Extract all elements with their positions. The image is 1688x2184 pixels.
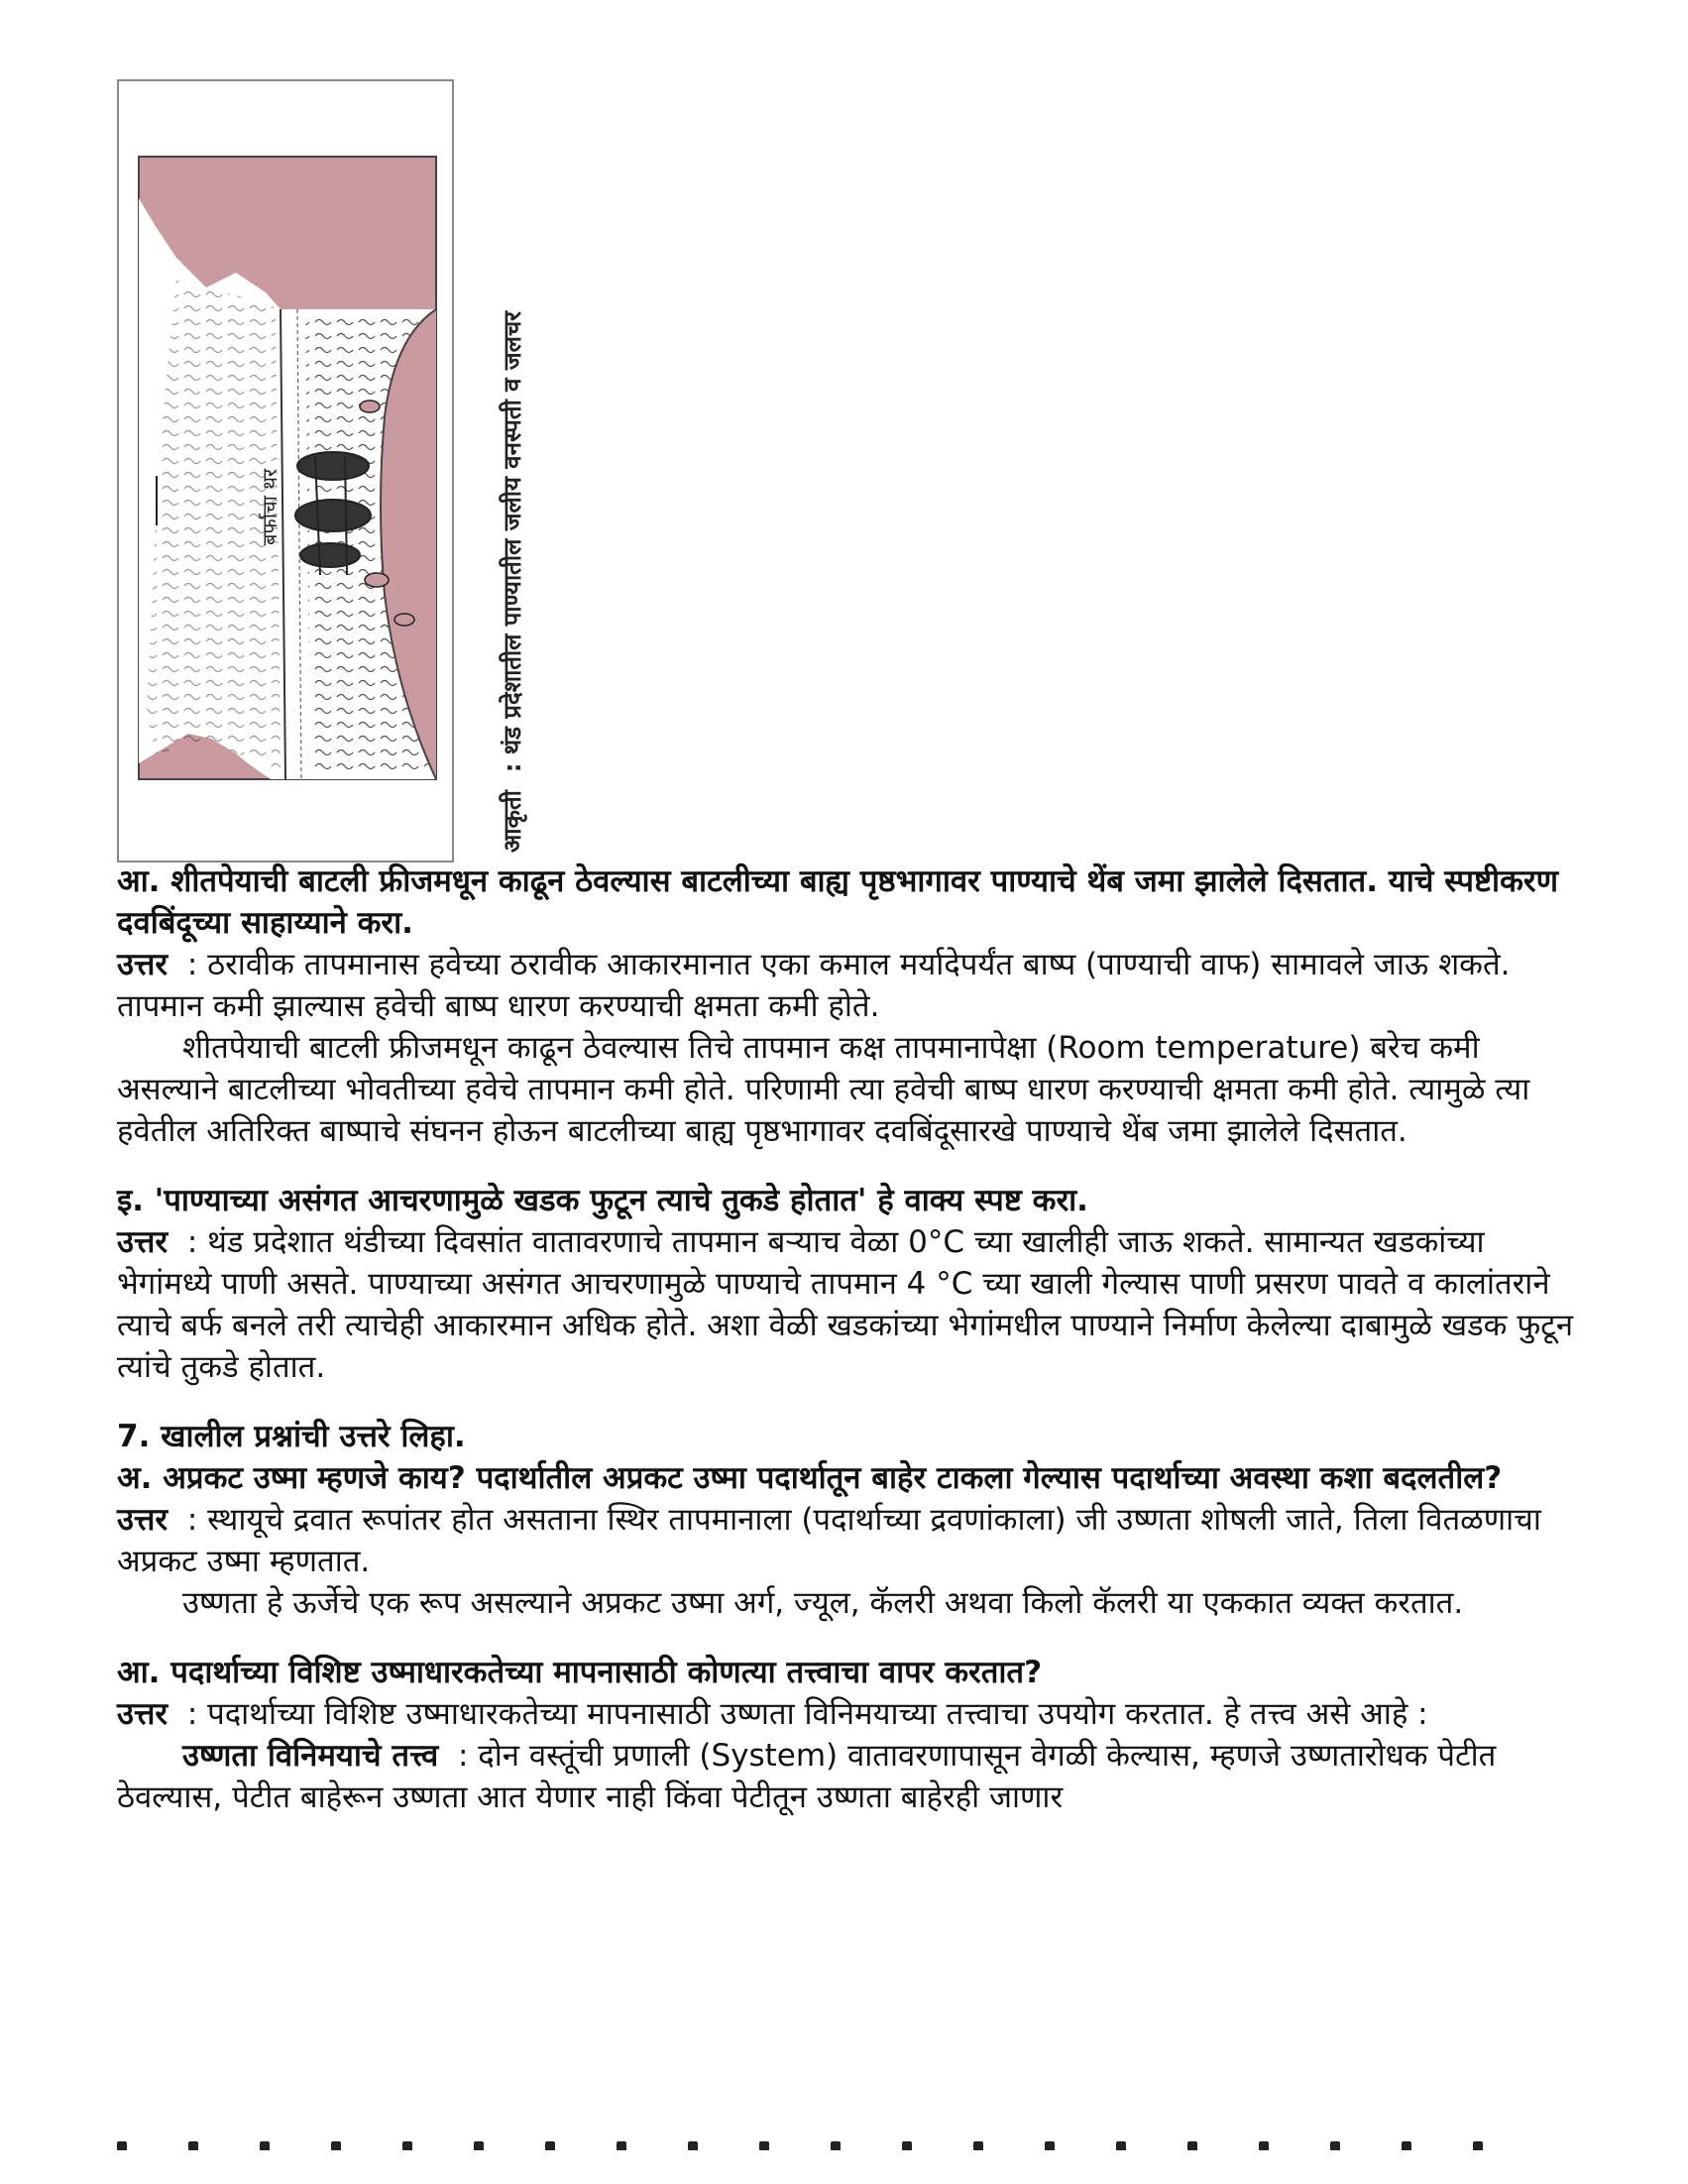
principle-label: उष्णता विनिमयाचे तत्त्व [182,1738,439,1774]
answer-i-text: : थंड प्रदेशात थंडीच्या दिवसांत वातावरणाचे तापमान बऱ्याच वेळा 0°C च्या खालीही जाऊ शकते. सामान्यत खडकांच्या भेगांमध्ये पाणी असते. पाण्याच्या असंगत आचरणामुळे पाण्याचे तापमान 4 °C च्या खाली गेल्यास पाणी प्रसरण पावते व कालांतराने त्याचे बर्फ बनले तरी त्याचेही आकारमान अधिक होते. अशा वेळी खडकांच्या भेगांमधील पाण्याने निर्माण केलेल्या दाबामुळे खडक फुटून त्यांचे तुकडे होतात. [117,1224,1574,1385]
question-i: इ. 'पाण्याच्या असंगत आचरणामुळे खडक फुटून त्याचे तुकडे होतात' हे वाक्य स्पष्ट करा. [117,1183,1088,1218]
principle [117,1735,1574,1818]
answer-7a-para2: उष्णता हे ऊर्जेचे एक रूप असल्याने अप्रकट उष्मा अर्ग, ज्यूल, कॅलरी अथवा किलो कॅलरी या एककात व्यक्त करतात. [182,1585,1464,1621]
answer-7a [117,1499,1574,1582]
figure-aquatic-plant [295,452,371,575]
figure-caption-label: आकृती [499,790,526,853]
figure-caption-text: : थंड प्रदेशातील पाण्यातील जलीय वनस्पती व जलचर [499,310,526,773]
answer-label: उत्तर [117,1224,169,1260]
figure-illustration [117,79,454,862]
cut-off-line [117,2136,1574,2150]
answer-label: उत्तर [117,1696,169,1732]
section-a [117,861,1574,1818]
answer-7aa [117,1693,1574,1735]
answer-i [117,1221,1574,1388]
ice-layer-label: बर्फाचा थर [258,468,281,545]
answer-label: उत्तर [117,947,169,982]
answer-a-text: : ठरावीक तापमानास हवेच्या ठरावीक आकारमानात एका कमाल मर्यादेपर्यंत बाष्प (पाण्याची वाफ) सामावले जाऊ शकते. तापमान कमी झाल्यास हवेची बाष्प धारण करण्याची क्षमता कमी होते. [117,947,1511,1024]
answer-7a-text: : स्थायूचे द्रवात रूपांतर होत असताना स्थिर तापमानाला (पदार्थाच्या द्रवणांकाला) जी उष्णता शोषली जाते, तिला वितळणाचा अप्रकट उष्मा म्हणतात. [117,1502,1541,1579]
figure-cold-region-water [117,79,533,862]
answer-label: उत्तर [117,1502,169,1538]
answer-a-para2: शीतपेयाची बाटली फ्रीजमधून काढून ठेवल्यास तिचे तापमान कक्ष तापमानापेक्षा (Room temperature) बरेच कमी असल्याने बाटलीच्या भोवतीच्या हवेचे तापमान कमी होते. परिणामी त्या हवेची बाष्प धारण करण्याची क्षमता कमी होते. त्यामुळे त्या हवेतील अतिरिक्त बाष्पाचे संघनन होऊन बाटलीच्या बाह्य पृष्ठभागावर दवबिंदूसारखे पाण्याचे थेंब जमा झालेले दिसतात. [117,1030,1530,1149]
answer-7aa-text: : पदार्थाच्या विशिष्ट उष्माधारकतेच्या मापनासाठी उष्णता विनिमयाच्या तत्त्वाचा उपयोग करतात. हे तत्त्व असे आहे : [186,1696,1428,1732]
answer-a [117,944,1574,1027]
principle-text: : दोन वस्तूंची प्रणाली (System) वातावरणापासून वेगळी केल्यास, म्हणजे उष्णतारोधक पेटीत ठेवल्यास, पेटीत बाहेरून उष्णता आत येणार नाही किंवा पेटीतून उष्णता बाहेरही जाणार [117,1738,1497,1815]
figure-caption [496,119,528,853]
section-7-heading: 7. खालील प्रश्नांची उत्तरे लिहा. [117,1419,466,1454]
question-a: आ. शीतपेयाची बाटली फ्रीजमधून काढून ठेवल्यास बाटलीच्या बाह्य पृष्ठभागावर पाण्याचे थेंब जमा झालेले दिसतात. याचे स्पष्टीकरण दवबिंदूच्या साहाय्याने करा. [117,863,1558,941]
question-7a: अ. अप्रकट उष्मा म्हणजे काय? पदार्थातील अप्रकट उष्मा पदार्थातून बाहेर टाकला गेल्यास पदार्थाच्या अवस्था कशा बदलतील? [117,1460,1503,1496]
question-7aa: आ. पदार्थाच्या विशिष्ट उष्माधारकतेच्या मापनासाठी कोणत्या तत्त्वाचा वापर करतात? [117,1655,1043,1690]
